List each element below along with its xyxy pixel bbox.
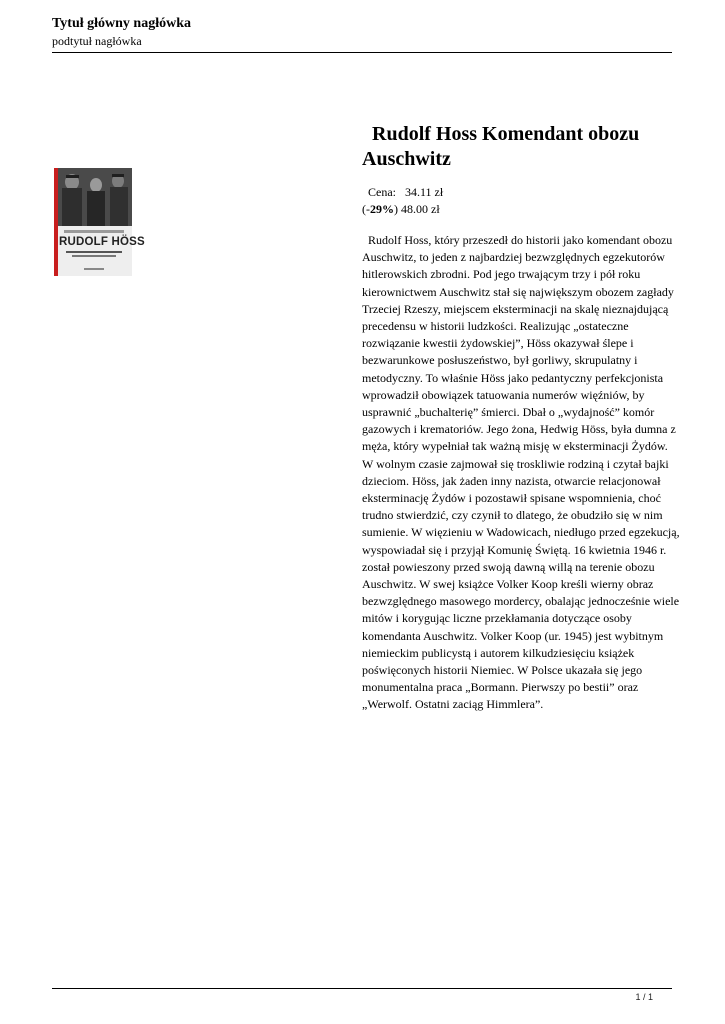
discount-line	[362, 201, 440, 218]
discount-percent: 29%	[370, 202, 394, 216]
price-label: Cena:	[368, 185, 396, 199]
book-title-text: Rudolf Hoss Komendant obozu Auschwitz	[362, 123, 640, 170]
discount-open: (-	[362, 202, 370, 216]
page-number: 1 / 1	[635, 992, 653, 1002]
book-description-text: Rudolf Hoss, który przeszedł do historii jako komendant obozu Auschwitz, to jeden z najbardziej bezwzględnych egzekutorów hitlerowskich zbrodni. Pod jego trwającym trzy i pół roku kierownictwem Auschwitz stał się największym obozem zagłady Trzeciej Rzeszy, miejscem eksterminacji na skalę nieznajdującą precedensu w historii ludzkości. Realizując „ostateczne rozwiązanie kwestii żydowskiej”, Höss okazywał ślepe i bezwarunkowe posłuszeństwo, był gorliwy, skrupulatny i metodyczny. To właśnie Höss jako pedantyczny perfekcjonista wprowadził obowiązek tatuowania numerów więźniów, by usprawnić „buchalterię” śmierci. Dbał o „wydajność” komór gazowych i krematoriów. Jego żona, Hedwig Höss, była dumna z męża, który wypełniał tak ważną misję w eksterminacji Żydów. W wolnym czasie zajmował się troskliwie rodziną i czytał bajki dzieciom. Höss, jak żaden inny nazista, otwarcie relacjonował eksterminację Żydów i pozostawił spisane wspomnienia, choć trudno stwierdzić, czy czynił to dlatego, że obudziło się w nim sumienie. W więzieniu w Wadowicach, niedługo przed egzekucją, wyspowiadał się i przyjął Komunię Świętą. 16 kwietnia 1946 r. został powieszony przed swoją dawną willą na terenie obozu Auschwitz. W swej książce Volker Koop kreśli wierny obraz bezwzględnego masowego mordercy, obalając jednocześnie wiele mitów i korygując liczne przekłamania dotyczące osoby komendanta Auschwitz. Volker Koop (ur. 1945) jest wybitnym niemieckim publicystą i autorem kilkudziesięciu książek poświęconych historii Niemiec. W Polsce ukazała się jego monumentalna praca „Bormann. Pierwszy po bestii” oraz „Werwolf. Ostatni zaciąg Himmlera”.	[362, 233, 680, 712]
cover-subtitle-line	[72, 255, 116, 257]
cover-publisher-mark	[84, 268, 104, 270]
cover-title: RUDOLF HÖSS	[59, 236, 145, 248]
discount-close: )	[394, 202, 398, 216]
book-title	[362, 122, 682, 172]
cover-photo	[54, 168, 132, 226]
footer-divider	[52, 988, 672, 989]
cover-red-strip	[54, 168, 58, 276]
old-price: 48.00 zł	[401, 202, 440, 216]
cover-photo-figures	[54, 168, 132, 226]
header-title: Tytuł główny nagłówka	[52, 16, 191, 31]
book-description	[362, 232, 680, 714]
book-cover-image	[54, 168, 145, 276]
price-value: 34.11 zł	[405, 185, 444, 199]
cover-tagline	[64, 230, 124, 233]
cover-subtitle-line	[66, 251, 122, 253]
header-divider	[52, 52, 672, 53]
header-subtitle: podtytuł nagłówka	[52, 34, 142, 48]
price-line	[362, 184, 443, 201]
